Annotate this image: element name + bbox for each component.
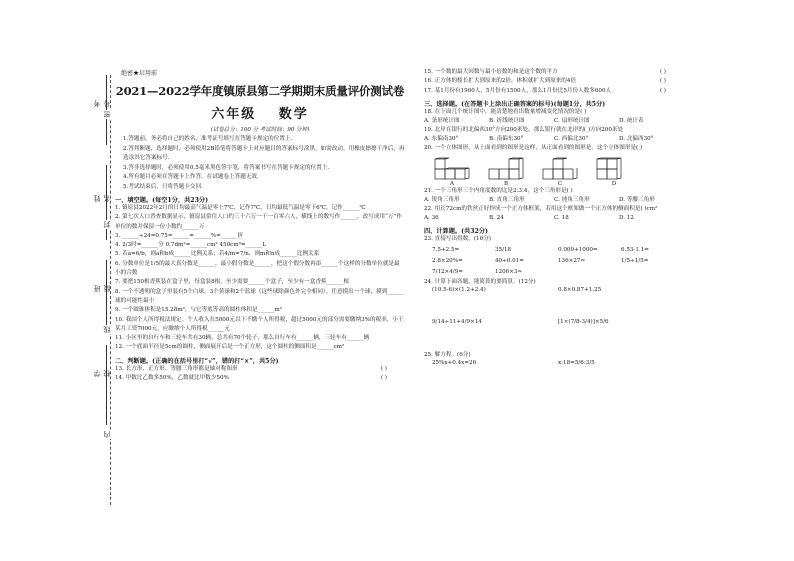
expression: 0.8×0.87+1.25	[558, 286, 602, 293]
answer-paren: ( )	[380, 375, 387, 382]
expression: 25%x+0.4x=26	[432, 360, 477, 367]
question: 6. 分数单位是1/5的最大真分数是______，最小假分数是______，把这个假分数再添______个这样的分数单位就是最小的合数	[115, 260, 400, 277]
calc-item: 2.8×20%=	[432, 257, 463, 264]
seal-char: 封	[103, 221, 111, 228]
expression: 9/14÷11+4/9×14	[432, 318, 482, 325]
calc-item: 1/5÷1/5=	[621, 257, 649, 264]
notice-item: 1.答题前，务必将自己的姓名、准考证号填写在答题卡规定的位置上.	[123, 136, 293, 142]
option: D. 统计表	[619, 118, 644, 125]
calc-item: 6.53-1.1=	[621, 246, 649, 253]
question-text: 14. 甲数比乙数多50%，乙数就比甲数少50%	[115, 375, 229, 382]
option: B. 南偏东30°	[489, 136, 524, 143]
calc-item: 1206×3≈	[495, 268, 523, 275]
field-label: 班级	[93, 285, 111, 292]
question: 21. 一个三角形三个内角度数的比是2:3:4，这个三角形是( )	[424, 187, 573, 194]
question: 19. 北岸在银行的北偏西30°方向200米处，那么银行就在北岸的( )方向200米处	[424, 127, 624, 134]
question	[424, 77, 684, 86]
oral-calc-grid	[424, 245, 684, 278]
question	[424, 87, 684, 96]
exam-title: 2021—2022学年度镇原县第二学期期末质量评价测试卷	[115, 84, 405, 98]
options	[424, 117, 684, 126]
exam-subtitle	[115, 103, 405, 122]
expression-row	[424, 287, 684, 293]
answer-paren: ( )	[659, 69, 666, 75]
question: 11. 小区里的自行车和三轮车共有30辆，总共有70个轮子，那么自行车有______辆，三轮车有______辆	[115, 335, 370, 342]
answer-paren: ( )	[659, 87, 666, 94]
section-calc-title: 四、计算题。(共32分)	[424, 228, 488, 236]
notice-item: 3.答非选择题时，必须使用0.5毫米黑色签字笔，将答案书写在答题卡规定的位置上.	[123, 164, 330, 171]
question: 1. 镇原县2022年2月的日均最高气温是零上7℃，记作7℃，日均最低气温是零下6℃，记作______℃	[115, 205, 366, 211]
right-column	[424, 68, 684, 366]
question	[115, 365, 405, 374]
question: 3. ______÷24=0.75=______=______%=______折	[115, 232, 244, 239]
question-text: 15. 一个数的最大因数与最小倍数的和是这个数的平方	[424, 69, 558, 75]
question: 10. 我国个人所得税法规定：个人收入在5000元以下不缴个人所得税，超过5000元的部分需要缴纳3%的税率，小王某月工资7000元，应缴纳个人所得税______元	[115, 316, 404, 332]
question: 25. 解方程。(6分)	[424, 351, 471, 358]
option: C. 西偏北30°	[554, 136, 589, 143]
notice-item: 4.所有题目必须在答题卡上作答，在试题卷上答题无效.	[123, 174, 259, 180]
calc-item: 7.5+2.5=	[432, 246, 460, 253]
shape-option-d	[596, 157, 632, 187]
shape-options	[434, 157, 684, 187]
expression: x:18=5/6:3/5	[558, 360, 595, 367]
question: 12. 一个底面半径是5cm的圆柱，侧面展开后是一个正方形，这个圆柱的侧面积是______cm²	[115, 344, 345, 351]
cube-figure-icon	[542, 157, 578, 181]
question-text: 17. 某1月份有1900人，5月份有1500人，那么1月份比5月份人数多600人	[424, 87, 612, 94]
cube-figure-icon	[596, 157, 632, 181]
field-label: 学校	[93, 370, 111, 377]
question-text: 13. 长方形、正方形、等腰三角形都是轴对称图形	[115, 365, 238, 372]
question: 9. 一个圆锥体积是15.28m³，与它等底等高的圆柱体积是______m³	[115, 307, 282, 314]
expression: [1×(7/8-3/4)]×5/6	[558, 318, 609, 325]
options	[424, 214, 684, 223]
option: B. 24	[489, 215, 504, 222]
work-space	[424, 293, 684, 319]
section-choice-title: 三、选择题。(在答题卡上涂出正确答案的标号)(每题1分，共5分)	[424, 100, 606, 108]
option: C. 18	[554, 215, 569, 222]
option: C. 扇形统计图	[554, 118, 590, 125]
calc-item: 136×27≈	[558, 257, 586, 264]
calc-item: 40÷0.01=	[495, 257, 524, 264]
question: 7. 要把150根香蕉装在盒子里，每盒装8根，至少需要______个盒子，至少有一盒香蕉______根	[115, 279, 349, 286]
option: B. 折线统计图	[489, 118, 525, 125]
option-label: D	[611, 180, 617, 187]
seal-char: 线	[103, 326, 111, 333]
question: 23. 直接写出得数。(10分)	[424, 236, 491, 243]
exam-info: (试卷总分：100 分 考试时间：90 分钟)	[210, 127, 310, 133]
calc-item: 0.009+1000=	[558, 246, 598, 253]
subject-label: 数学	[278, 107, 309, 122]
option: A. 锐角三角形	[424, 197, 460, 204]
question-text: 16. 正方体的棱长扩大到原来的2倍，体积就扩大到原来的4倍	[424, 78, 577, 85]
option: B. 直角三角形	[489, 197, 525, 204]
question: 22. 用长72cm的铁丝正好焊成一个正方体框架，若用这个框架做一个正方体的侧面积是( )cm²	[424, 206, 658, 213]
expression-row	[424, 319, 684, 325]
options	[424, 196, 684, 205]
seal-char: 密	[103, 111, 111, 118]
option: D. 12	[619, 215, 634, 222]
field-label: 姓名	[93, 195, 111, 202]
option-label: B	[503, 180, 509, 187]
question: 24. 计算下面各题，能简算的要简算。(12分)	[424, 278, 536, 285]
answer-paren: ( )	[659, 78, 666, 85]
question: 8. 一个不透明的盒子里装有5个白球，3个黄球和2个蓝球（这些球除颜色外完全相同）。任意摸出一个球，摸到______球的可能性最小	[115, 288, 405, 304]
grade-label: 六年级	[211, 107, 257, 122]
notice-list	[115, 135, 405, 192]
work-space	[424, 325, 684, 351]
option-label: C	[557, 180, 563, 187]
question: 20. 一个立体图形，从上面看到的图形是这样，从正面看到的图形是，这个立体图形是( )	[424, 145, 643, 152]
shape-option-a	[434, 157, 470, 187]
expression-row	[424, 360, 684, 366]
option: D. 等腰三角形	[619, 197, 655, 204]
option: D. 北偏西30°	[619, 136, 654, 143]
question	[424, 68, 684, 77]
calc-item: 35/18	[495, 246, 512, 253]
calc-item: 7/12×4/9=	[432, 268, 463, 275]
option: C. 钝角三角形	[554, 197, 590, 204]
options	[424, 135, 684, 144]
option: A. 36	[424, 215, 439, 222]
option: A. 条形统计图	[424, 118, 460, 125]
section-judge-title: 二、判断题。(正确的在括号里打“√”，错的打“×”，共5分)	[115, 357, 279, 365]
seal-char: 内	[103, 431, 111, 438]
shape-option-b	[488, 157, 524, 187]
field-label: 考号	[93, 100, 111, 107]
secret-mark: 绝密★启用前	[121, 70, 158, 77]
question	[115, 374, 405, 383]
expression: (10.5-6)×(1.2+2.4)	[432, 286, 486, 293]
notice-item: 2.答判断题，选择题时，必须使用2B铅笔将答题卡上对应题目的答案标号涂黑，如需改动，用橡皮擦擦干净后，再选涂其它答案标号.	[123, 145, 405, 161]
cube-figure-icon	[488, 157, 524, 181]
notice-item: 5.考试结束后，只将答题卡交回.	[123, 183, 203, 190]
answer-line	[106, 260, 107, 330]
question: 5. 若a=6/b，则a和b成______比例关系；若4/m=7/n，则m和n成______比例关系	[115, 251, 320, 258]
section-fill-title: 一、填空题。(每空1分，共23分)	[115, 197, 209, 204]
answer-paren: ( )	[380, 365, 387, 372]
shape-option-c	[542, 157, 578, 187]
option-label: A	[449, 180, 455, 187]
option: A. 东偏南30°	[424, 136, 459, 143]
left-column	[115, 68, 405, 383]
question: 4. 2/3时=______分 0.7dm²=______cm² 450cm³=______L	[115, 242, 267, 249]
answer-line	[106, 345, 107, 425]
question: 18. 在下面几个统计图中，能清楚地看出数量增减变化情况的是( )	[424, 108, 587, 115]
question: 2. 第七次人口普查数据显示，镇原县常住人口约三十六万一千一百零六人，横线上的数写作______，改写成用“万”作单位的数并保留一位小数约______万	[115, 214, 402, 230]
cube-figure-icon	[434, 157, 470, 181]
